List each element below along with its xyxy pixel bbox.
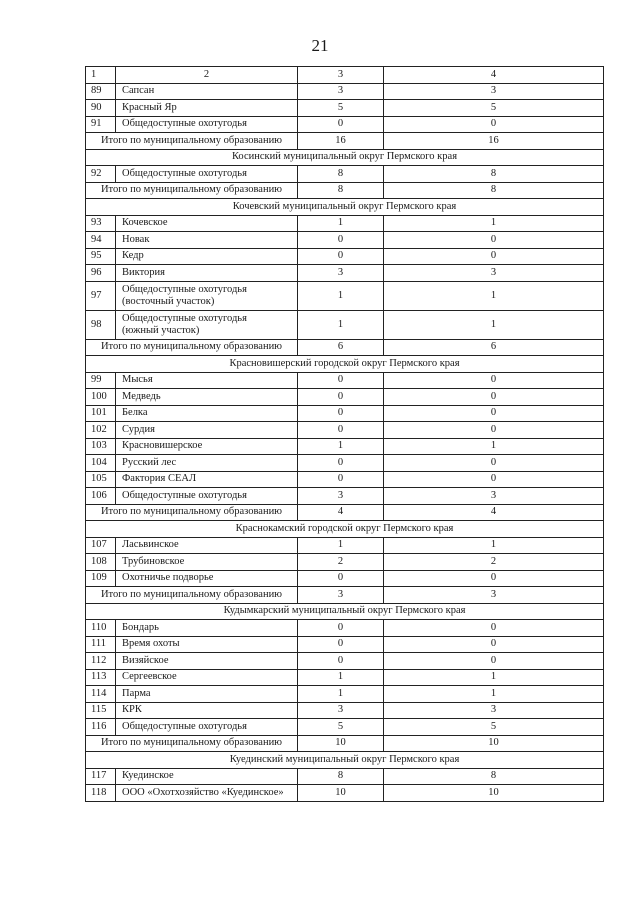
ground-name-line-1: Общедоступные охотугодья	[122, 312, 247, 324]
ground-name: Фактория СЕАЛ	[116, 471, 298, 488]
table-row	[86, 785, 604, 802]
ground-name: Время охоты	[116, 636, 298, 653]
total-col-3: 6	[298, 339, 384, 356]
ground-name: Русский лес	[116, 455, 298, 472]
row-number: 111	[86, 636, 116, 653]
total-row	[86, 504, 604, 521]
value-col-3: 1	[298, 281, 384, 310]
value-col-4: 1	[384, 537, 604, 554]
value-col-4: 3	[384, 83, 604, 100]
ground-name: Красновишерское	[116, 438, 298, 455]
ground-name: Кедр	[116, 248, 298, 265]
section-title: Косинский муниципальный округ Пермского края	[86, 149, 604, 166]
ground-name	[116, 310, 298, 339]
table-row	[86, 669, 604, 686]
ground-name: Бондарь	[116, 620, 298, 637]
value-col-4: 0	[384, 636, 604, 653]
total-col-3: 8	[298, 182, 384, 199]
row-number: 89	[86, 83, 116, 100]
row-number: 103	[86, 438, 116, 455]
section-title: Красновишерский городской округ Пермского края	[86, 356, 604, 373]
table-row	[86, 310, 604, 339]
ground-name: Общедоступные охотугодья	[116, 116, 298, 133]
row-number: 98	[86, 310, 116, 339]
total-col-4: 4	[384, 504, 604, 521]
ground-name-line-2: (южный участок)	[122, 324, 200, 336]
header-col-1: 1	[86, 67, 116, 84]
ground-name: Кочевское	[116, 215, 298, 232]
ground-name: ООО «Охотхозяйство «Куединское»	[116, 785, 298, 802]
table-row	[86, 248, 604, 265]
table-row	[86, 455, 604, 472]
row-number: 115	[86, 702, 116, 719]
ground-name-line-1: Общедоступные охотугодья	[122, 283, 247, 295]
value-col-3: 8	[298, 768, 384, 785]
value-col-3: 0	[298, 636, 384, 653]
ground-name: Медведь	[116, 389, 298, 406]
ground-name: Новак	[116, 232, 298, 249]
table-row	[86, 570, 604, 587]
table-row	[86, 405, 604, 422]
ground-name: Красный Яр	[116, 100, 298, 117]
table-row	[86, 554, 604, 571]
table-row	[86, 265, 604, 282]
table-row	[86, 537, 604, 554]
ground-name: Сергеевское	[116, 669, 298, 686]
table-row	[86, 620, 604, 637]
total-label: Итого по муниципальному образованию	[86, 133, 298, 150]
table-row	[86, 636, 604, 653]
value-col-4: 2	[384, 554, 604, 571]
header-col-4: 4	[384, 67, 604, 84]
hunting-grounds-table	[85, 66, 604, 802]
total-row	[86, 339, 604, 356]
total-col-4: 3	[384, 587, 604, 604]
ground-name	[116, 281, 298, 310]
value-col-3: 0	[298, 455, 384, 472]
value-col-3: 2	[298, 554, 384, 571]
value-col-3: 0	[298, 116, 384, 133]
table-row	[86, 215, 604, 232]
value-col-3: 0	[298, 653, 384, 670]
value-col-4: 5	[384, 100, 604, 117]
table-row	[86, 372, 604, 389]
table-row	[86, 281, 604, 310]
table-row	[86, 471, 604, 488]
header-col-3: 3	[298, 67, 384, 84]
section-title: Краснокамский городской округ Пермского края	[86, 521, 604, 538]
row-number: 116	[86, 719, 116, 736]
table-body	[86, 67, 604, 802]
total-col-3: 16	[298, 133, 384, 150]
value-col-4: 0	[384, 422, 604, 439]
row-number: 113	[86, 669, 116, 686]
row-number: 90	[86, 100, 116, 117]
section-title: Куединский муниципальный округ Пермского края	[86, 752, 604, 769]
value-col-3: 0	[298, 570, 384, 587]
value-col-3: 0	[298, 405, 384, 422]
table-row	[86, 83, 604, 100]
value-col-3: 1	[298, 310, 384, 339]
table-row	[86, 702, 604, 719]
ground-name: Общедоступные охотугодья	[116, 166, 298, 183]
total-row	[86, 735, 604, 752]
total-col-3: 4	[298, 504, 384, 521]
row-number: 93	[86, 215, 116, 232]
ground-name-line-2: (восточный участок)	[122, 295, 215, 307]
value-col-3: 0	[298, 620, 384, 637]
row-number: 105	[86, 471, 116, 488]
section-title: Кудымкарский муниципальный округ Пермского края	[86, 603, 604, 620]
row-number: 108	[86, 554, 116, 571]
total-row	[86, 182, 604, 199]
value-col-4: 10	[384, 785, 604, 802]
table-row	[86, 686, 604, 703]
row-number: 102	[86, 422, 116, 439]
value-col-3: 8	[298, 166, 384, 183]
row-number: 97	[86, 281, 116, 310]
value-col-4: 0	[384, 620, 604, 637]
row-number: 100	[86, 389, 116, 406]
row-number: 95	[86, 248, 116, 265]
ground-name: Сурдия	[116, 422, 298, 439]
value-col-3: 3	[298, 702, 384, 719]
value-col-4: 5	[384, 719, 604, 736]
ground-name: Общедоступные охотугодья	[116, 488, 298, 505]
row-number: 104	[86, 455, 116, 472]
total-label: Итого по муниципальному образованию	[86, 339, 298, 356]
ground-name: Трубиновское	[116, 554, 298, 571]
ground-name: Мысья	[116, 372, 298, 389]
row-number: 110	[86, 620, 116, 637]
value-col-4: 8	[384, 166, 604, 183]
section-header-row	[86, 199, 604, 216]
value-col-3: 5	[298, 100, 384, 117]
table-row	[86, 653, 604, 670]
ground-name: Куединское	[116, 768, 298, 785]
ground-name: КРК	[116, 702, 298, 719]
value-col-4: 1	[384, 310, 604, 339]
total-label: Итого по муниципальному образованию	[86, 182, 298, 199]
value-col-4: 1	[384, 281, 604, 310]
value-col-4: 1	[384, 669, 604, 686]
ground-name: Белка	[116, 405, 298, 422]
row-number: 106	[86, 488, 116, 505]
total-label: Итого по муниципальному образованию	[86, 504, 298, 521]
row-number: 118	[86, 785, 116, 802]
table-header-row	[86, 67, 604, 84]
table-row	[86, 438, 604, 455]
ground-name: Общедоступные охотугодья	[116, 719, 298, 736]
value-col-3: 3	[298, 265, 384, 282]
row-number: 96	[86, 265, 116, 282]
table-row	[86, 422, 604, 439]
header-col-2: 2	[116, 67, 298, 84]
row-number: 101	[86, 405, 116, 422]
total-label: Итого по муниципальному образованию	[86, 587, 298, 604]
value-col-3: 0	[298, 232, 384, 249]
section-header-row	[86, 603, 604, 620]
row-number: 92	[86, 166, 116, 183]
value-col-3: 0	[298, 248, 384, 265]
total-row	[86, 587, 604, 604]
value-col-4: 3	[384, 488, 604, 505]
value-col-4: 3	[384, 702, 604, 719]
ground-name: Охотничье подворье	[116, 570, 298, 587]
value-col-4: 0	[384, 232, 604, 249]
value-col-3: 10	[298, 785, 384, 802]
value-col-4: 0	[384, 389, 604, 406]
table-row	[86, 116, 604, 133]
ground-name: Виктория	[116, 265, 298, 282]
ground-name: Ласьвинское	[116, 537, 298, 554]
table-row	[86, 166, 604, 183]
value-col-4: 0	[384, 570, 604, 587]
ground-name: Визяйское	[116, 653, 298, 670]
section-header-row	[86, 356, 604, 373]
row-number: 99	[86, 372, 116, 389]
value-col-4: 0	[384, 455, 604, 472]
value-col-3: 0	[298, 389, 384, 406]
row-number: 117	[86, 768, 116, 785]
value-col-4: 0	[384, 248, 604, 265]
value-col-4: 1	[384, 438, 604, 455]
total-col-4: 16	[384, 133, 604, 150]
value-col-3: 1	[298, 686, 384, 703]
value-col-3: 5	[298, 719, 384, 736]
page-number: 21	[311, 36, 329, 55]
total-col-4: 8	[384, 182, 604, 199]
table-row	[86, 232, 604, 249]
table-row	[86, 100, 604, 117]
section-header-row	[86, 149, 604, 166]
value-col-4: 0	[384, 405, 604, 422]
total-col-4: 10	[384, 735, 604, 752]
value-col-3: 1	[298, 438, 384, 455]
value-col-3: 0	[298, 372, 384, 389]
value-col-3: 1	[298, 669, 384, 686]
row-number: 112	[86, 653, 116, 670]
ground-name: Сапсан	[116, 83, 298, 100]
row-number: 114	[86, 686, 116, 703]
row-number: 91	[86, 116, 116, 133]
value-col-4: 0	[384, 116, 604, 133]
table-row	[86, 488, 604, 505]
row-number: 94	[86, 232, 116, 249]
section-header-row	[86, 752, 604, 769]
section-title: Кочевский муниципальный округ Пермского края	[86, 199, 604, 216]
value-col-4: 1	[384, 215, 604, 232]
value-col-3: 3	[298, 83, 384, 100]
value-col-4: 0	[384, 653, 604, 670]
value-col-4: 0	[384, 471, 604, 488]
section-header-row	[86, 521, 604, 538]
value-col-4: 3	[384, 265, 604, 282]
value-col-4: 0	[384, 372, 604, 389]
row-number: 107	[86, 537, 116, 554]
total-row	[86, 133, 604, 150]
value-col-4: 1	[384, 686, 604, 703]
table-row	[86, 389, 604, 406]
total-col-4: 6	[384, 339, 604, 356]
value-col-3: 1	[298, 215, 384, 232]
value-col-4: 8	[384, 768, 604, 785]
value-col-3: 0	[298, 471, 384, 488]
table-row	[86, 768, 604, 785]
row-number: 109	[86, 570, 116, 587]
ground-name: Парма	[116, 686, 298, 703]
value-col-3: 1	[298, 537, 384, 554]
total-label: Итого по муниципальному образованию	[86, 735, 298, 752]
total-col-3: 10	[298, 735, 384, 752]
table-row	[86, 719, 604, 736]
total-col-3: 3	[298, 587, 384, 604]
value-col-3: 3	[298, 488, 384, 505]
value-col-3: 0	[298, 422, 384, 439]
